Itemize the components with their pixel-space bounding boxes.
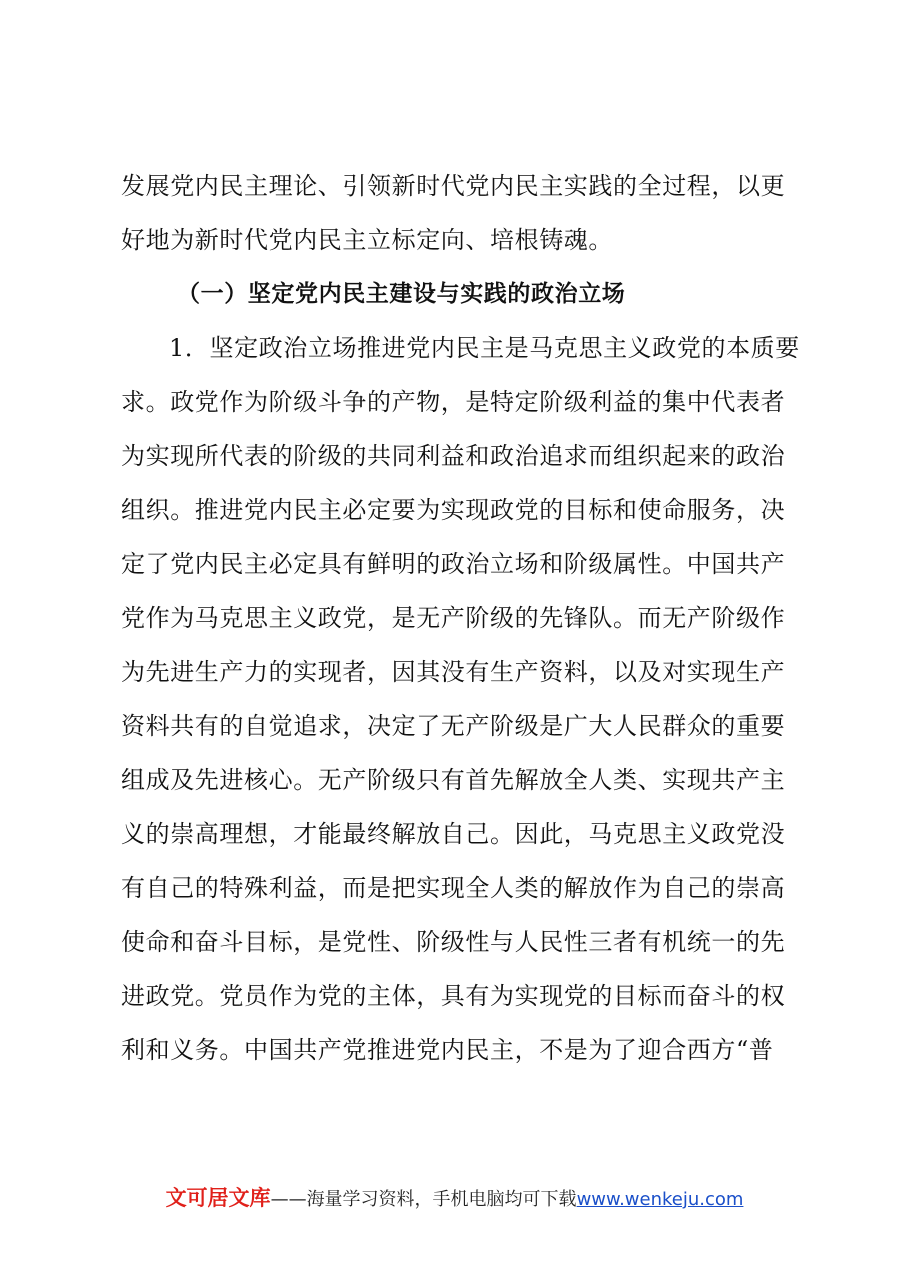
footer-tagline: ——海量学习资料，手机电脑均可下载	[270, 1189, 577, 1210]
paragraph-first-line: 1．坚定政治立场推进党内民主是马克思主义政党的本质要	[169, 334, 800, 362]
body-line: 使命和奋斗目标，是党性、阶级性与人民性三者有机统一的先	[121, 928, 786, 956]
body-line: 组成及先进核心。无产阶级只有首先解放全人类、实现共产主	[121, 766, 786, 794]
brand-name: 文可居文库	[165, 1186, 271, 1210]
body-line: 利和义务。中国共产党推进党内民主，不是为了迎合西方“普	[121, 1036, 774, 1064]
section-heading: （一）坚定党内民主建设与实践的政治立场	[177, 280, 626, 307]
body-line: 党作为马克思主义政党，是无产阶级的先锋队。而无产阶级作	[121, 604, 786, 632]
body-line: 进政党。党员作为党的主体，具有为实现党的目标而奋斗的权	[121, 982, 786, 1010]
body-line: 为实现所代表的阶级的共同利益和政治追求而组织起来的政治	[121, 442, 786, 470]
body-line: 组织。推进党内民主必定要为实现政党的目标和使命服务，决	[121, 496, 786, 524]
body-line: 发展党内民主理论、引领新时代党内民主实践的全过程，以更	[121, 172, 786, 200]
document-body	[121, 159, 800, 1077]
body-line: 为先进生产力的实现者，因其没有生产资料，以及对实现生产	[121, 658, 786, 686]
body-line: 求。政党作为阶级斗争的产物，是特定阶级利益的集中代表者	[121, 388, 786, 416]
body-line: 资料共有的自觉追求，决定了无产阶级是广大人民群众的重要	[121, 712, 786, 740]
website-link[interactable]: www.wenkeju.com	[576, 1189, 744, 1210]
body-line: 义的崇高理想，才能最终解放自己。因此，马克思主义政党没	[121, 820, 786, 848]
footer-banner	[0, 1182, 909, 1212]
body-line: 好地为新时代党内民主立标定向、培根铸魂。	[121, 226, 613, 254]
body-line: 定了党内民主必定具有鲜明的政治立场和阶级属性。中国共产	[121, 550, 786, 578]
body-line: 有自己的特殊利益，而是把实现全人类的解放作为自己的崇高	[121, 874, 786, 902]
